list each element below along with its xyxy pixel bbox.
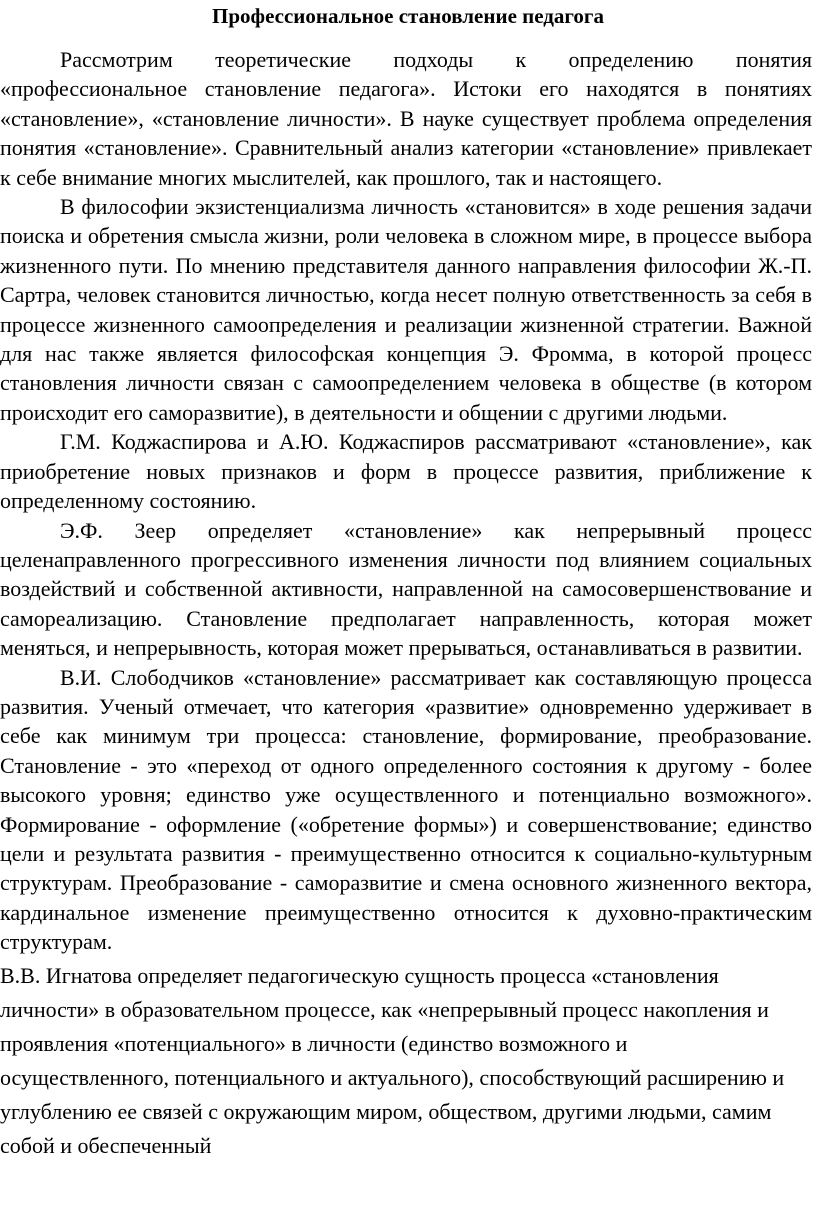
paragraph: В философии экзистенциализма личность «становится» в ходе решения задачи поиска и обретения смысла жизни, роли человека в сложном мире, в процессе выбора жизненного пути. По мнению представителя данного направления философии Ж.-П. Сартра, человек становится личностью, когда несет полную ответственность за себя в процессе жизненного самоопределения и реализации жизненной стратегии. Важной для нас также является философская концепция Э. Фромма, в которой процесс становления личности связан с самоопределением человека в обществе (в котором происходит его саморазвитие), в деятельности и общении с другими людьми. — [0, 194, 812, 425]
document-title: Профессиональное становление педагога — [212, 4, 604, 28]
document-body — [0, 45, 812, 1163]
paragraph: Г.М. Коджаспирова и А.Ю. Коджаспиров рассматривают «становление», как приобретение новых признаков и форм в процессе развития, приближение к определенному состоянию. — [0, 429, 812, 514]
paragraph: Э.Ф. Зеер определяет «становление» как непрерывный процесс целенаправленного прогрессивного изменения личности под влиянием социальных воздействий и собственной активности, направленной на самосовершенствование и самореализацию. Становление предполагает направленность, которая может меняться, и непрерывность, которая может прерываться, останавливаться в развитии. — [0, 517, 812, 661]
paragraph: Рассмотрим теоретические подходы к определению понятия «профессиональное становление педагога». Истоки его находятся в понятиях «становление», «становление личности». В науке существует проблема определения понятия «становление». Сравнительный анализ категории «становление» привлекает к себе внимание многих мыслителей, как прошлого, так и настоящего. — [0, 47, 812, 190]
paragraph: В.И. Слободчиков «становление» рассматривает как составляющую процесса развития. Ученый отмечает, что категория «развитие» одновременно удерживает в себе как минимум три процесса: становление, формирование, преобразование. Становление - это «переход от одного определенного состояния к другому - более высокого уровня; единство уже осуществленного и потенциально возможного». Формирование - оформление («обретение формы») и совершенствование; единство цели и результата развития - преимущественно относится к социально-культурным структурам. Преобразование - саморазвитие и смена основного жизненного вектора, кардинальное изменение преимущественно относится к духовно-практическим структурам. — [0, 664, 812, 955]
paragraph-unindented: В.В. Игнатова определяет педагогическую сущность процесса «становления личности» в образовательном процессе, как «непрерывный процесс накопления и проявления «потенциального» в личности (единство возможного и осуществленного, потенциального и актуального), способствующий расширению и углублению ее связей с окружающим миром, обществом, другими людьми, самим собой и обеспеченный — [0, 962, 785, 1158]
